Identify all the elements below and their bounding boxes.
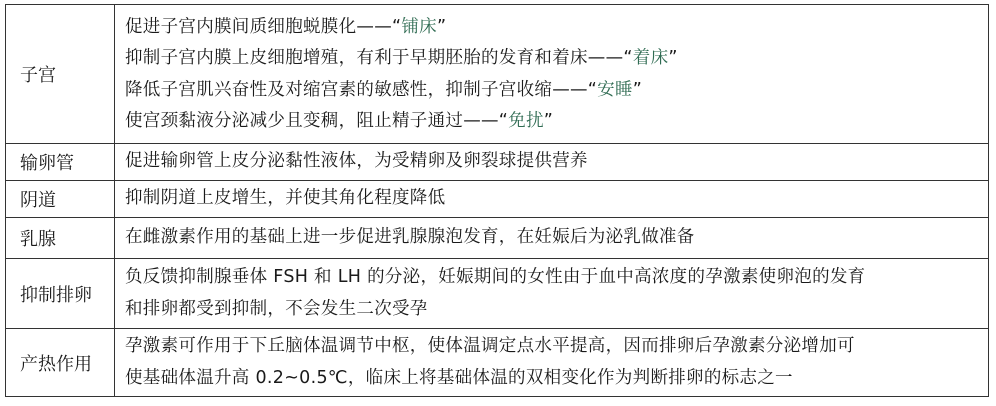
row-label-oviduct: 输卵管	[6, 144, 115, 181]
table-row-breast	[6, 218, 989, 259]
line-text: 抑制子宫内膜上皮细胞增殖，有利于早期胚胎的发育和着床——“	[125, 48, 633, 68]
row-label-ovulation-inhibition: 抑制排卵	[6, 259, 115, 329]
content-line	[125, 106, 988, 138]
row-label-uterus: 子宫	[6, 5, 115, 144]
row-content-thermogenic-effect	[115, 329, 989, 397]
table-row-thermogenic-effect	[6, 329, 989, 397]
row-content-uterus	[115, 5, 989, 144]
row-label-thermogenic-effect: 产热作用	[6, 329, 115, 397]
row-label-breast: 乳腺	[6, 218, 115, 259]
line-end: ”	[436, 16, 447, 37]
accent-phrase: 安睡	[597, 79, 633, 100]
row-content-vagina	[115, 181, 989, 218]
table-row-ovulation-inhibition	[6, 259, 989, 329]
content-line: 使基础体温升高 0.2~0.5℃，临床上将基础体温的双相变化作为判断排卵的标志之一	[125, 367, 793, 388]
table-row-vagina	[6, 181, 989, 218]
row-content-ovulation-inhibition	[115, 259, 989, 329]
line-text: 使宫颈黏液分泌减少且变稠，阻止精子通过——“	[125, 111, 509, 131]
table-row-uterus	[6, 5, 989, 144]
content-line: 和排卵都受到抑制，不会发生二次受孕	[125, 298, 428, 319]
content-line	[125, 43, 988, 75]
line-end: ”	[543, 111, 554, 131]
line-text: 促进子宫内膜间质细胞蜕膜化——“	[125, 16, 402, 37]
line-end: ”	[668, 48, 678, 68]
line-end: ”	[632, 79, 643, 100]
accent-phrase: 着床	[632, 48, 669, 68]
content-line: 促进输卵管上皮分泌黏性液体，为受精卵及卵裂球提供营养	[125, 151, 588, 172]
table-row-oviduct	[6, 144, 989, 181]
accent-phrase: 免扰	[508, 111, 544, 131]
content-line: 抑制阴道上皮增生，并使其角化程度降低	[125, 188, 446, 209]
content-line	[125, 12, 988, 44]
row-label-vagina: 阴道	[6, 181, 115, 218]
content-line: 在雌激素作用的基础上进一步促进乳腺腺泡发育，在妊娠后为泌乳做准备	[125, 227, 695, 248]
row-content-breast	[115, 218, 989, 259]
row-content-oviduct	[115, 144, 989, 181]
line-text: 降低子宫肌兴奋性及对缩宫素的敏感性，抑制子宫收缩——“	[125, 79, 598, 100]
content-line: 负反馈抑制腺垂体 FSH 和 LH 的分泌，妊娠期间的女性由于血中高浓度的孕激素使卵泡的发育	[125, 267, 866, 287]
progesterone-effects-table	[5, 4, 989, 397]
content-line: 孕激素可作用于下丘脑体温调节中枢，使体温调定点水平提高，因而排卵后孕激素分泌增加可	[125, 336, 855, 356]
accent-phrase: 铺床	[401, 16, 437, 37]
content-line	[125, 75, 988, 107]
